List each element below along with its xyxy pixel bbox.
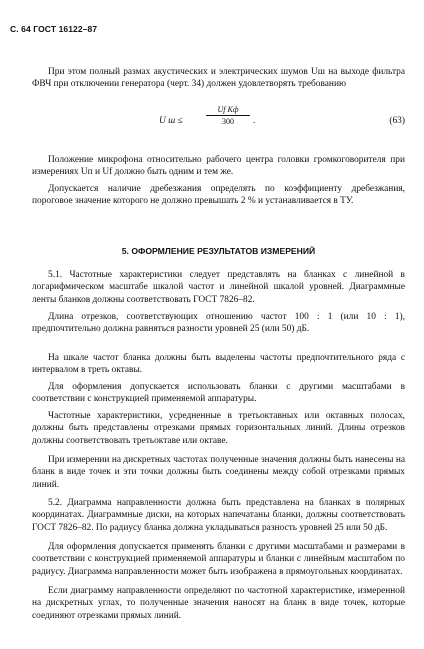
paragraph-segment-length: Длина отрезков, соответствующих отношению частот 100 : 1 (или 10 : 1), предпочтительно должна равняться разности уровней 25 (или 50) дБ. xyxy=(32,312,405,335)
paragraph-other-scales: Для оформления допускается использовать бланки с другими масштабами в соответствии с конструкцией применяемой аппаратуры. xyxy=(32,382,405,405)
formula-terminator: . xyxy=(253,116,256,126)
formula-denominator: 300 xyxy=(222,117,234,126)
paragraph-microphone-position: Положение микрофона относительно рабочего центра головки громкоговорителя при измерениях Uп и Uf должно быть одним и тем же. xyxy=(32,155,405,178)
paragraph-discrete-frequencies: При измерении на дискретных частотах полученные значения должны быть нанесены на бланк в виде точек и эти точки должны быть соединены между собой отрезками прямых линий. xyxy=(32,455,405,490)
paragraph-discrete-angles: Если диаграмму направленности определяют по частотной характеристике, измеренной на дискретных углах, то полученные значения наносят на бланк в виде точек, которые соединяют отрезками прямых линий. xyxy=(32,586,405,621)
paragraph-5-2: 5.2. Диаграмма направленности должна быть представлена на бланках в полярных координатах. Диаграммные диски, на которых напечатаны бланки, должны соответствовать ГОСТ 7826–82. По радиусу бланка должна укладываться разность уровней 25 или 50 дБ. xyxy=(32,498,405,533)
paragraph-5-1: 5.1. Частотные характеристики следует представлять на бланках с линейной в логарифмическом масштабе шкалой частот и линейной шкалой уровней. Диаграммные ленты бланков должны соответствовать ГОСТ 7826–82. xyxy=(32,270,405,305)
paragraph-rattle: Допускается наличие дребезжания определять по коэффициенту дребезжания, пороговое значение которого не должно превышать 2 % и устанавливается в ТУ. xyxy=(32,184,405,207)
formula-numerator: Uf Kф xyxy=(206,105,250,116)
paragraph-other-blanks: Для оформления допускается применять бланки с другими масштабами и размерами в соответствии с конструкцией применяемой аппаратуры и бланки с линейным масштабом по радиусу. Диаграмма направленности может быть изображена в прямоугольных координатах. xyxy=(32,542,405,577)
paragraph-noise-requirement: При этом полный размах акустических и электрических шумов Uш на выходе фильтра ФВЧ при отключении генератора (черт. 34) должен удовлетворять требованию xyxy=(32,67,405,90)
formula-fraction xyxy=(206,105,250,126)
paragraph-band-characteristics: Частотные характеристики, усредненные в третьоктавных или октавных полосах, должны быть представлены отрезками прямых горизонтальных линий. Длины отрезков должны соответствовать третьоктаве или октаве. xyxy=(32,411,405,446)
page-header: С. 64 ГОСТ 16122–87 xyxy=(10,24,98,34)
formula-lhs: U ш ≤ xyxy=(159,116,183,126)
formula-63 xyxy=(32,103,405,139)
formula-number: (63) xyxy=(389,116,405,126)
section-title: 5. ОФОРМЛЕНИЕ РЕЗУЛЬТАТОВ ИЗМЕРЕНИЙ xyxy=(121,246,316,256)
paragraph-frequency-scale: На шкале частот бланка должны быть выделены частоты предпочтительного ряда с интервалом в треть октавы. xyxy=(32,353,405,376)
